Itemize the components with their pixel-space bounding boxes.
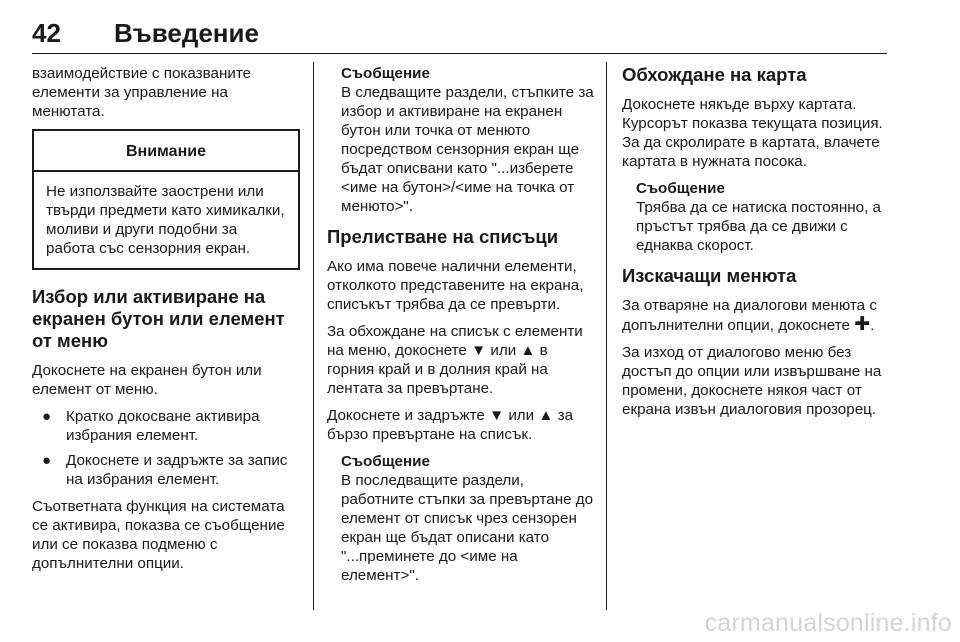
closing-text: Съответната функция на системата се активира, показва се съобщение или се показва подменю с допълнителни опции. (32, 498, 285, 572)
note-box (636, 179, 890, 255)
header-rule (32, 53, 887, 54)
note-text: В следващите раздели, стъпките за избор и активиране на екранен бутон или точка от менюто посредством сензорния екран ще бъдат описвани като "...изберете <име на бутон>/<име на точка от менюто>". (341, 84, 594, 215)
list-item (32, 407, 300, 445)
watermark: carmanualsonline.info (704, 609, 952, 637)
column-1 (32, 64, 300, 581)
scroll-text-1: Ако има повече налични елементи, отколкото представените на екрана, списъкът трябва да се превърти. (327, 258, 584, 313)
list-item (32, 451, 300, 489)
heading-scroll-lists: Прелистване на списъци (327, 226, 559, 247)
bullet-icon: ● (42, 452, 52, 469)
note-text: Трябва да се натиска постоянно, а пръстът трябва да се движи с еднаква скорост. (636, 199, 881, 254)
note-title: Съобщение (341, 65, 430, 82)
column-divider (313, 62, 314, 610)
bullet-list (32, 407, 300, 489)
intro-text: взаимодействие с показваните елементи за управление на менютата. (32, 65, 252, 120)
section-title: Въведение (114, 18, 259, 48)
list-item-text: Докоснете и задръжте за запис на избрания елемент. (66, 452, 288, 488)
scroll-text-3: Докоснете и задръжте ▼ или ▲ за бързо превъртане на списък. (327, 407, 574, 443)
list-item-text: Кратко докосване активира избрания елемент. (66, 408, 260, 444)
warning-text: Не използвайте заострени или твърди предмети като химикалки, моливи и други подобни за работа със сензорния екран. (46, 183, 285, 257)
note-title: Съобщение (341, 453, 430, 470)
column-divider (606, 62, 607, 610)
heading-popup-menus: Изскачащи менюта (622, 265, 797, 286)
scroll-text-2: За обхождане на списък с елементи на меню, докоснете ▼ или ▲ в горния край и в долния край на лентата за превъртане. (327, 323, 583, 397)
heading-select-item: Избор или активиране на екранен бутон или елемент от меню (32, 286, 285, 351)
map-text: Докоснете някъде върху картата. Курсорът показва текущата позиция. За да скролирате в картата, влачете картата в нужната посока. (622, 96, 883, 170)
popup-text-2: За изход от диалогово меню без достъп до опции или извършване на промени, докоснете някоя част от екрана извън диалоговия прозорец. (622, 344, 882, 418)
page-number: 42 (32, 18, 61, 48)
note-box (341, 452, 597, 585)
note-text: В последващите раздели, работните стъпки за превъртане до елемент от списък чрез сензорен екран ще бъдат описани като "...преминете до <име на елемент>". (341, 472, 594, 584)
plus-icon: ✚ (854, 314, 871, 335)
warning-title: Внимание (34, 131, 298, 172)
select-text: Докоснете на екранен бутон или елемент от меню. (32, 362, 262, 398)
column-3 (622, 64, 890, 427)
heading-map-navigation: Обхождане на карта (622, 64, 807, 85)
popup-text-1: За отваряне на диалогови менюта с допълнителни опции, докоснете ✚. (622, 297, 877, 335)
column-2 (327, 64, 597, 595)
bullet-icon: ● (42, 408, 52, 425)
note-title: Съобщение (636, 180, 725, 197)
warning-box (32, 129, 300, 270)
page-header (32, 10, 887, 50)
note-box (341, 64, 597, 216)
